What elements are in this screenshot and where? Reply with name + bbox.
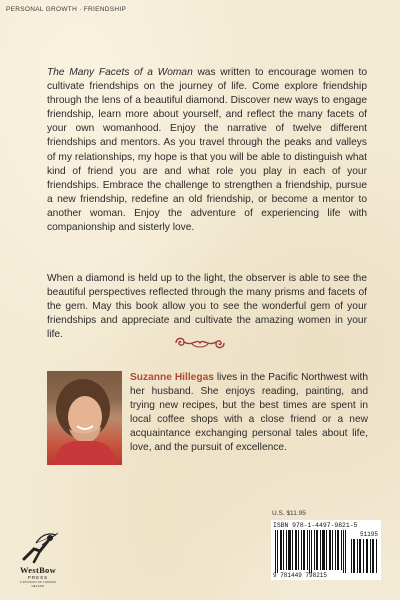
publisher-sub: PRESS xyxy=(27,575,49,580)
blurb-paragraph-1 xyxy=(47,66,367,235)
flourish-divider-icon xyxy=(170,333,230,353)
author-name: Suzanne Hillegas xyxy=(130,372,214,383)
isbn-barcode xyxy=(271,520,381,580)
publisher-name: WestBow xyxy=(19,565,57,575)
author-bio-text: lives in the Pacific Northwest with her husband. She enjoys reading, painting, and trying new recipes, but the best times are spent in local coffee shops with a close friend or a new acquaintance exchanging personal tales about life, love, and the pursuit of excellence. xyxy=(130,372,368,454)
price-label: U.S. $11.95 xyxy=(272,510,306,517)
barcode-bars xyxy=(271,520,381,580)
isbn-number: ISBN 978-1-4497-9821-5 xyxy=(273,522,358,529)
blurb-paragraph-2: When a diamond is held up to the light, the observer is able to see the beautiful perspectives reflected through the many prisms and facets of the gem. May this book allow you to see the wonderful gem of your friendships and appreciate and cultivate the amazing women in your life. xyxy=(47,273,367,341)
author-photo xyxy=(47,371,122,465)
publisher-tagline: A DIVISION OF THOMAS NELSON xyxy=(19,580,57,588)
archer-logo-icon xyxy=(14,529,62,565)
category-label: PERSONAL GROWTH · FRIENDSHIP xyxy=(6,6,127,13)
publisher-logo xyxy=(14,529,62,589)
barcode-addon-number: 51195 xyxy=(359,531,378,538)
author-bio xyxy=(130,371,368,456)
blurb-paragraph-1-text: was written to encourage women to cultivate friendships on the journey of life. Come explore friendship through the lens of a beautiful diamond. Discover new ways to engage friendship, learn more about yourself, and reflect the many facets of your own womanhood. Enjoy the narrative of twelve different friendships and mentors. As you travel through the peaks and valleys of my relationships, my hope is that you will be able to distinguish what kind of friend you are and what role you play in each of your friendships. Embrace the challenge to strengthen a friendship, pursue a new friendship, redefine an old friendship, or become a mentor to another woman. Enjoy the adventure of experiencing life with companionship and sisterly love. xyxy=(47,67,367,234)
ean-number: 9 781449 798215 xyxy=(273,572,328,579)
book-title: The Many Facets of a Woman xyxy=(47,67,193,78)
